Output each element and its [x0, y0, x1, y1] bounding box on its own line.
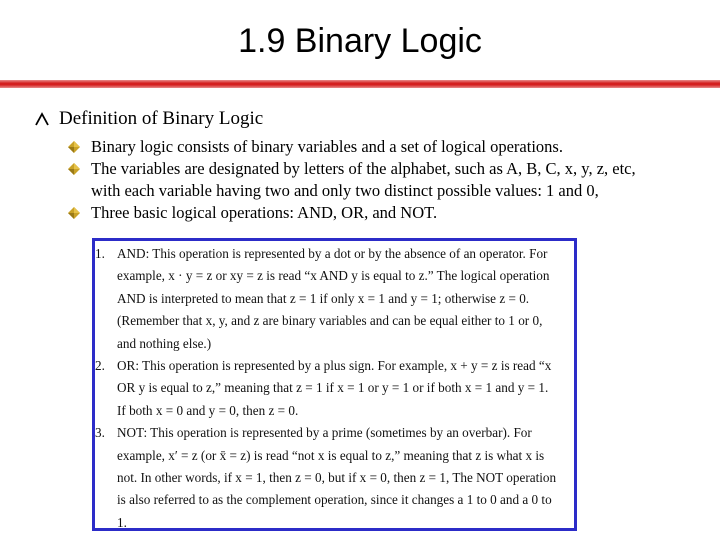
- item-line: NOT: This operation is represented by a prime (sometimes by an overbar). For: [117, 425, 532, 441]
- item-line: example, x′ = z (or x̄ = z) is read “not x is equal to z,” meaning that z is what x is: [117, 447, 545, 463]
- operation-item-not: [95, 422, 570, 531]
- diamond-bullet-icon: [68, 207, 80, 219]
- slide-title: 1.9 Binary Logic: [238, 22, 482, 60]
- item-line: not. In other words, if x = 1, then z = 0, but if x = 0, then z = 1, The NOT operation: [117, 470, 557, 486]
- operation-item-and: [95, 243, 570, 355]
- operation-item-or: [95, 355, 570, 422]
- diamond-bullet-icon: [68, 141, 80, 153]
- item-line: OR: This operation is represented by a plus sign. For example, x + y = z is read “x: [117, 358, 552, 374]
- bullet-item: [68, 202, 708, 224]
- bullet-text-line: with each variable having two and only two distinct possible values: 1 and 0,: [91, 181, 599, 200]
- bullet-list: [68, 136, 708, 224]
- item-line: OR y is equal to z,” meaning that z = 1 if x = 1 or y = 1 or if both x = 1 and y = 1.: [117, 380, 549, 396]
- bullet-text: Binary logic consists of binary variables and a set of logical operations.: [91, 137, 563, 156]
- item-number: 2.: [95, 358, 105, 374]
- bullet-text-line: The variables are designated by letters of the alphabet, such as A, B, C, x, y, z, etc,: [91, 159, 636, 178]
- item-line: 1.: [117, 514, 127, 530]
- item-line: AND is interpreted to mean that z = 1 if only x = 1 and y = 1; otherwise z = 0.: [117, 290, 530, 306]
- section-heading: Definition of Binary Logic: [59, 108, 264, 129]
- item-line: (Remember that x, y, and z are binary variables and can be equal either to 1 or 0,: [117, 313, 543, 329]
- bullet-text: Three basic logical operations: AND, OR, and NOT.: [91, 203, 438, 222]
- item-line: AND: This operation is represented by a dot or by the absence of an operator. For: [117, 246, 548, 261]
- diamond-bullet-icon: [68, 163, 80, 175]
- item-line: example, x · y = z or xy = z is read “x AND y is equal to z.” The logical operation: [117, 268, 550, 284]
- definitions-figure: [92, 238, 577, 531]
- bullet-item: [68, 136, 708, 158]
- item-line: and nothing else.): [117, 335, 212, 351]
- operations-list: [95, 241, 574, 531]
- bullet-item: [68, 158, 708, 202]
- item-line: is also referred to as the complement operation, since it changes a 1 to 0 and a 0 to: [117, 492, 552, 508]
- item-line: If both x = 0 and y = 0, then z = 0.: [117, 402, 299, 418]
- item-number: 3.: [95, 425, 105, 441]
- section-heading-row: [34, 108, 263, 130]
- item-number: 1.: [95, 246, 105, 261]
- title-underline-rule: [0, 80, 720, 88]
- caret-up-icon: [34, 111, 50, 127]
